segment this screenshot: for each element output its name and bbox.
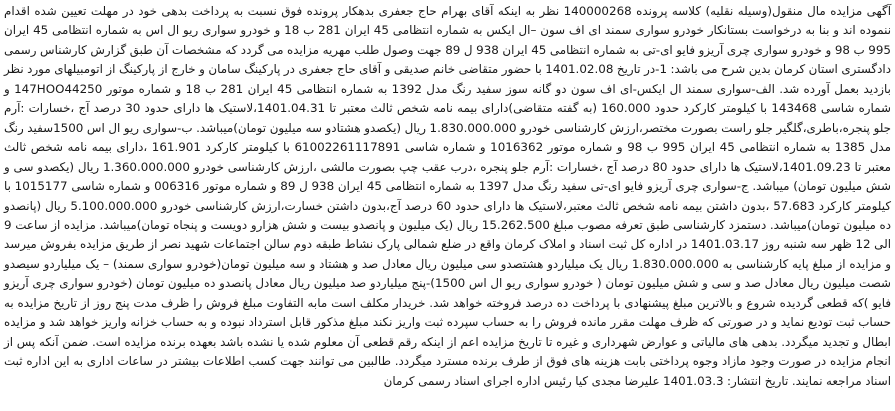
auction-notice-text: آگهی مزایده مال منقول(وسیله نقلیه) کلاسه پرونده 140000268 نظر به اینکه آقای بهرام حاج جعفری بدهکار پرونده فوق نسبت به پرداخت بدهی خود در مهلت تعیین شده اقدام ننموده اند و بنا به درخواست بستانکار خودرو سواری سمند ای اف سون –ال ایکس به شماره انتظامی 45 ایران 281 ب 18 و خودرو سواری ریو ال اس به شماره انتظامی 45 ایران 995 ب 98 و خودرو سواری چری آریزو فایو ای-تی به شماره انتظامی 45 ایران 938 ل 89 جهت وصول طلب مهریه مزایده می گردد که مشخصات آن طبق گزارش کارشناس رسمی دادگستری استان کرمان بدین شرح می باشد: 1-در تاریخ 1401.02.08 با حضور متقاضی خانم صدیقی و آقای حاج جعفری در پارکینگ سامان و خارج از پارکینگ از اتومبیلهای مورد نظر بازدید بعمل آورده شد. الف-سواری سمند ال ایکس-ای اف سون دو گانه سوز سفید رنگ مدل 1392 به شماره انتظامی 45 ایران 281 ب 18 و شماره موتور 147HOO44250 و شماره شاسی 143468 با کیلومتر کارکرد حدود 160.000 (به گفته متقاضی)دارای بیمه نامه شخص ثالث معتبر تا 1401.04.31،لاستیک ها دارای حدود 30 درصد آج ،خسارات :آرم جلو پنجره،باطری،گلگیر جلو راست بصورت مختصر،ارزش کارشناسی خودرو 1.830.000.000 ریال (یکصدو هشتادو سه میلیون تومان)میباشد. ب-سواری ریو ال اس 1500سفید رنگ مدل 1385 به شماره انتظامی 45 ایران 995 ب 98 و شماره موتور 1016362 و شماره شاسی 61002261117891 با کیلومتر کارکرد 161.901 ،دارای بیمه نامه شخص ثالث معتبر تا 1401.09.23،لاستیک ها دارای حدود 80 درصد آج ،خسارات :آرم جلو پنجره ،درب عقب چپ بصورت مالشی ،ارزش کارشناسی خودرو 1.360.000.000 ریال (یکصدو سی و شش میلیون تومان) میباشد. ج-سواری چری آریزو فایو ای-تی سفید رنگ مدل 1397 به شماره انتظامی 45 ایران 938 ل 89 و شماره موتور 006316 و شماره شاسی 1015177 با کیلومتر کارکرد 57.683 ،بدون داشتن بیمه نامه شخص ثالث معتبر،لاستیک ها دارای حدود 60 درصد آج،بدون داشتن خسارت،ارزش کارشناسی خودرو 5.100.000.000 ریال (پانصدو ده میلیون تومان)میباشد. دستمزد کارشناسی طبق تعرفه مصوب مبلغ 15.262.500 ریال (یک میلیون و پانصدو بیست و شش هزارو دویست و پنجاه تومان)میباشد. مزایده از ساعت 9 الی 12 ظهر سه شنبه روز 1401.03.17 در اداره کل ثبت اسناد و املاک کرمان واقع در ضلع شمالی پارک نشاط طبقه دوم سالن اجتماعات شهید نصر از طریق مزایده بفروش میرسد و مزایده از مبلغ پایه کارشناسی به 1.830.000.000 ریال یک میلیاردو هشتصدو سی میلیون ریال معادل صد و هشتاد و سه میلیون تومان(خودرو سواری سمند) – یک میلیاردو سیصدو شصت میلیون ریال معادل صد و سی و شش میلیون تومان ( خودرو سواری ریو ال اس 1500)-پنج میلیاردو صد میلیون ریال معادل پانصدو ده میلیون تومان (خودرو سواری چری آریزو فایو )که قطعی گردیده شروع و بالاترین مبلغ پیشنهادی با پرداخت ده درصد فروخته خواهد شد. خریدار مکلف است مابه التفاوت مبلغ فروش را ظرف مدت پنج روز از تاریخ مزایده به حساب ثبت تودیع نماید و در صورتی که ظرف مهلت مقرر مانده فروش را به حساب سپرده ثبت واریز نکند مبلغ مذکور قابل استرداد نبوده و به حساب خزانه واریز خواهد شد و مزایده ابطال و تجدید میگردد. بدهی های مالیاتی و عوارض شهرداری و غیره تا تاریخ مزایده اعم از اینکه رقم قطعی آن معلوم شده یا نشده باشد بعهده برنده مزایده است. ضمن آنکه پس از انجام مزایده در صورت وجود مازاد وجوه پرداختی بابت هزینه های فوق از طرف برنده مسترد میگردد. طالبین می توانند جهت کسب اطلاعات بیشتر در ساعات اداری به این اداره ثبت اسناد مراجعه نمایند. تاریخ انتشار: 1401.03.3 علیرضا مجدی کیا رئیس اداره اجرای اسناد رسمی کرمان [4, 4, 892, 388]
